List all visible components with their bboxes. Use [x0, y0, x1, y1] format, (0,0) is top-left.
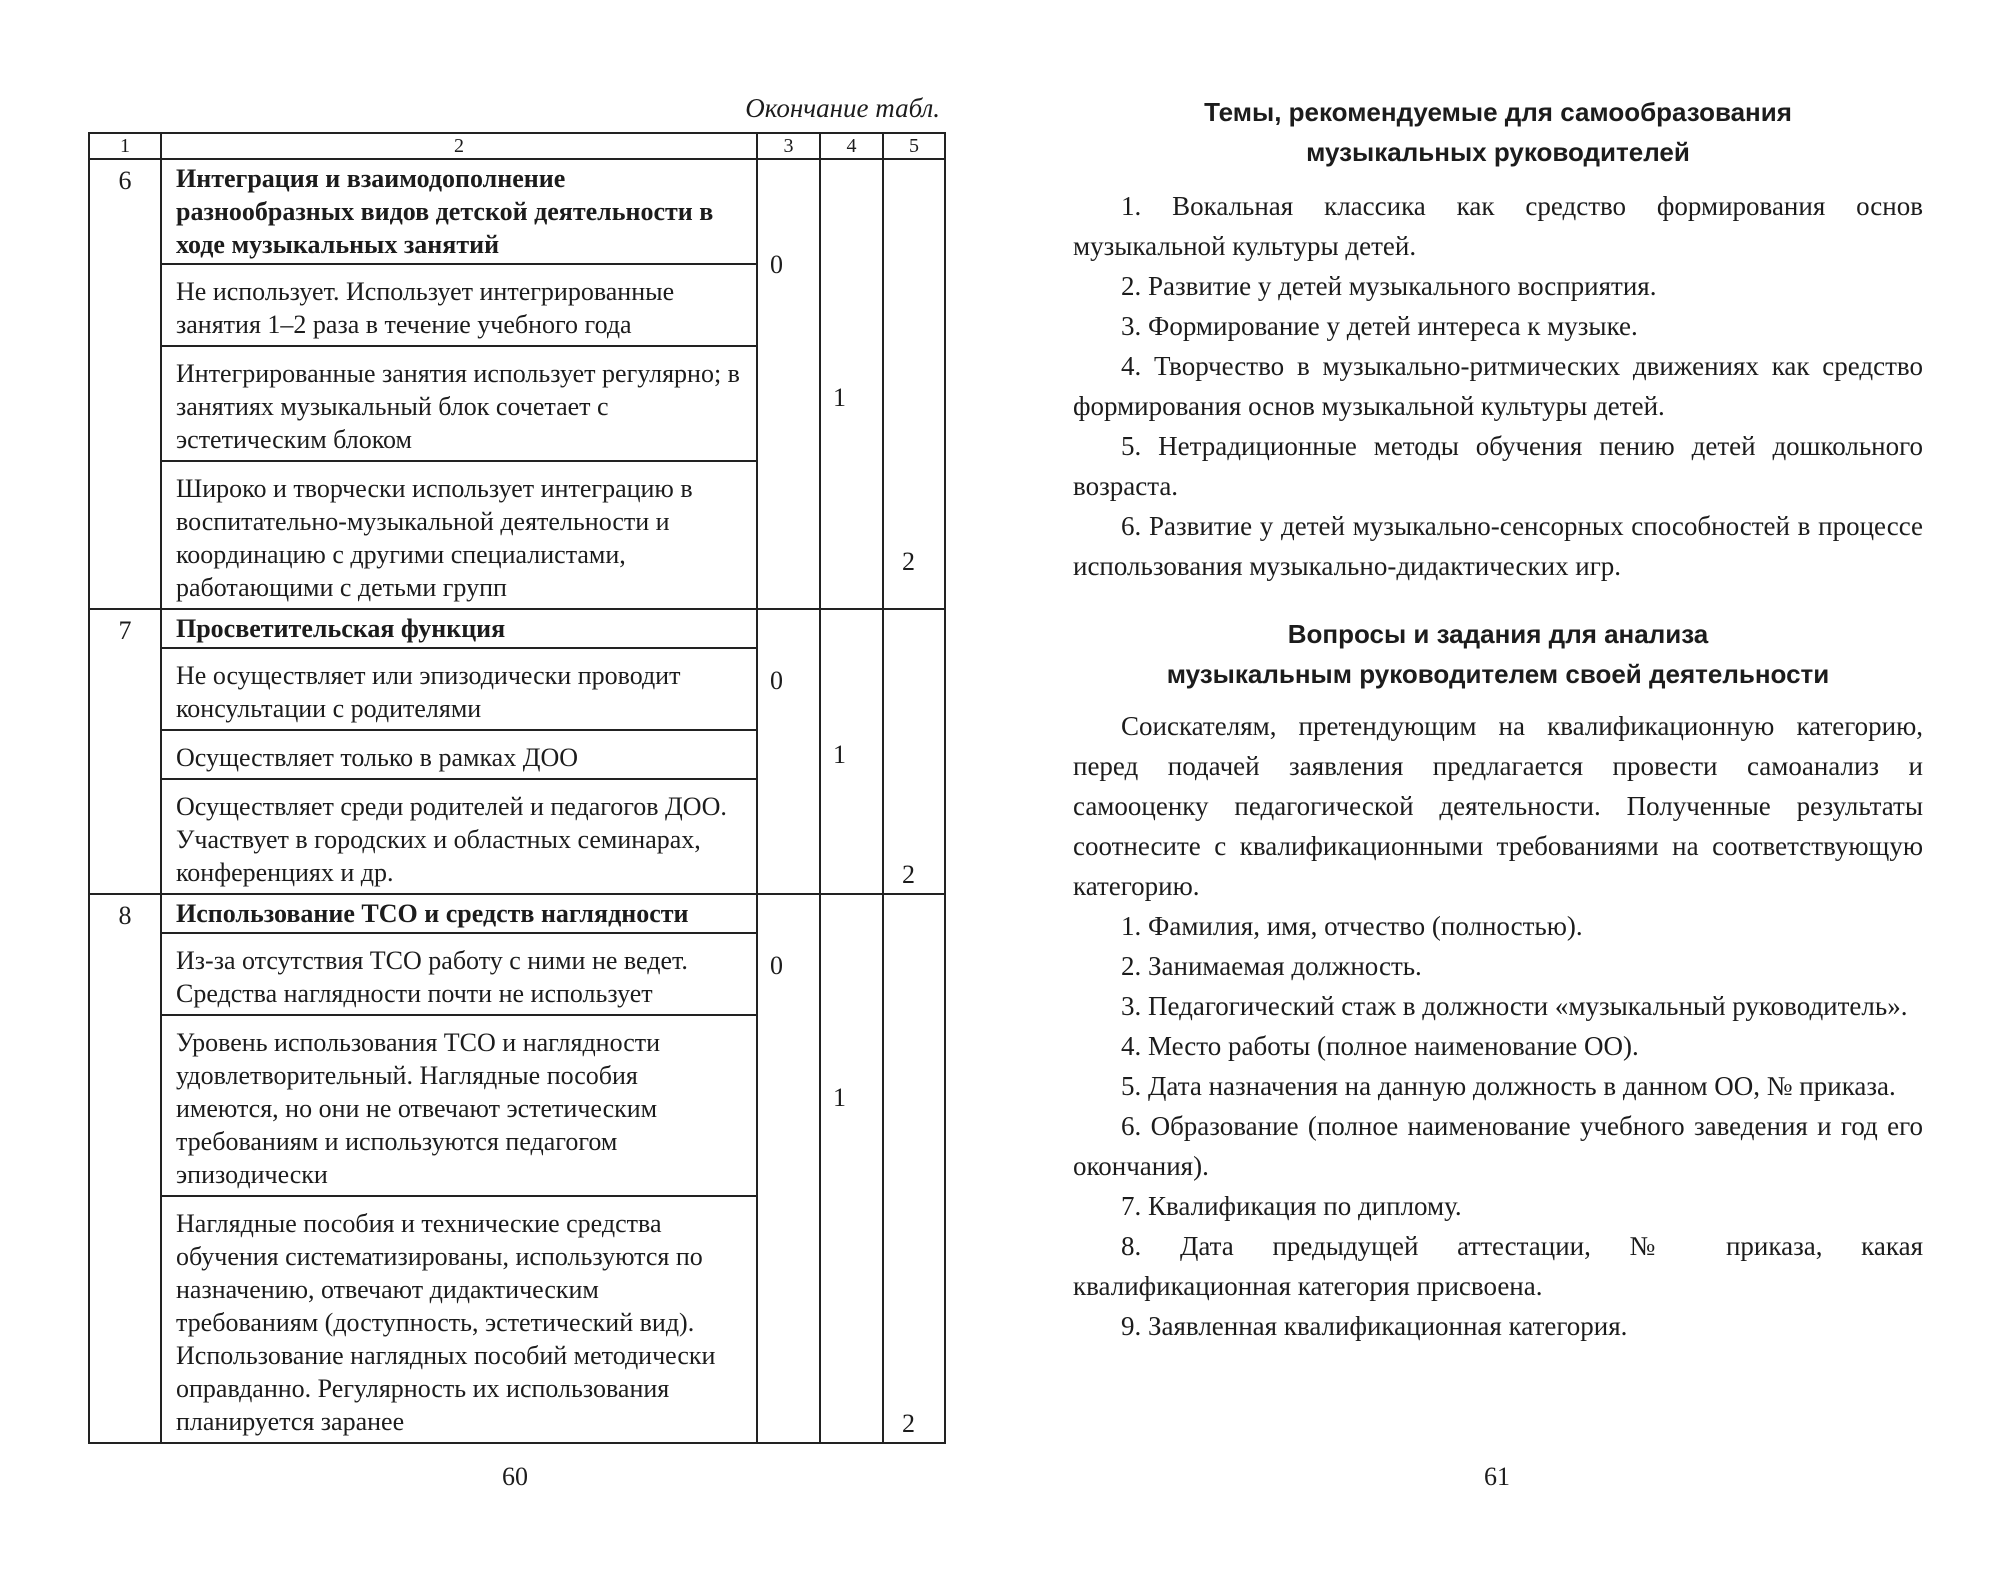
score-cell: 2 — [902, 547, 915, 576]
topic-item: 5. Нетрадиционные методы обучения пению детей дошкольного возраста. — [1073, 431, 1923, 501]
criterion-option: Уровень использования ТСО и наглядности удовлетворительный. Наглядные пособия имеются, но они не отвечают эстетическим требованиям и используются педагогом эпизодически — [161, 1015, 757, 1196]
criterion-option: Из-за отсутствия ТСО работу с ними не ведет. Средства наглядности почти не использует — [161, 933, 757, 1015]
column-header: 3 — [757, 133, 820, 159]
table-caption: Окончание табл. — [745, 93, 940, 123]
section-heading: Вопросы и задания для анализа — [1287, 619, 1709, 649]
question-item: 6. Образование (полное наименование учебного заведения и год его окончания). — [1073, 1111, 1923, 1181]
criterion-option: Широко и творчески использует интеграцию в воспитательно-музыкальной деятельности и координацию с другими специалистами, работающими с детьми групп — [161, 461, 757, 609]
question-item: 2. Занимаемая должность. — [1121, 951, 1422, 981]
question-item: 7. Квалификация по диплому. — [1121, 1191, 1462, 1221]
score-cell: 1 — [833, 740, 846, 769]
question-item: 5. Дата назначения на данную должность в данном ОО, № приказа. — [1121, 1071, 1896, 1101]
left-page — [88, 90, 948, 1444]
table-row — [89, 894, 945, 933]
section-heading: музыкальных руководителей — [1306, 137, 1690, 167]
table-header-row — [89, 133, 945, 159]
topic-item: 4. Творчество в музыкально-ритмических движениях как средство формирования основ музыкальной культуры детей. — [1073, 351, 1923, 421]
criterion-option: Не осуществляет или эпизодически проводит консультации с родителями — [161, 648, 757, 730]
criterion-option: Интегрированные занятия использует регулярно; в занятиях музыкальный блок сочетает с эстетическим блоком — [161, 346, 757, 461]
page-number-right: 61 — [1484, 1462, 1510, 1491]
column-header: 5 — [883, 133, 945, 159]
topic-item: 1. Вокальная классика как средство формирования основ музыкальной культуры детей. — [1073, 191, 1923, 261]
section-heading: Темы, рекомендуемые для самообразования — [1204, 97, 1792, 127]
question-item: 8. Дата предыдущей аттестации, № приказа, какая квалификационная категория присвоена. — [1073, 1231, 1923, 1301]
score-cell: 1 — [833, 383, 846, 412]
criteria-table — [88, 132, 946, 1444]
column-header: 2 — [161, 133, 757, 159]
score-cell: 0 — [770, 250, 783, 279]
question-item: 4. Место работы (полное наименование ОО). — [1121, 1031, 1639, 1061]
score-cell: 2 — [902, 1409, 915, 1438]
question-item: 9. Заявленная квалификационная категория. — [1121, 1311, 1628, 1341]
score-cell: 0 — [770, 666, 783, 695]
row-number: 8 — [89, 894, 161, 1443]
criterion-option: Осуществляет только в рамках ДОО — [161, 730, 757, 779]
question-item: 1. Фамилия, имя, отчество (полностью). — [1121, 911, 1583, 941]
row-number: 6 — [89, 159, 161, 609]
section-heading: музыкальным руководителем своей деятельности — [1166, 659, 1830, 689]
criterion-option: Осуществляет среди родителей и педагогов ДОО. Участвует в городских и областных семинарах, конференциях и др. — [161, 779, 757, 894]
criterion-option: Не использует. Использует интегрированные занятия 1–2 раза в течение учебного года — [161, 264, 757, 346]
topic-item: 3. Формирование у детей интереса к музыке. — [1121, 311, 1638, 341]
criterion-title: Интеграция и взаимодополнение разнообразных видов детской деятельности в ходе музыкальных занятий — [161, 159, 757, 264]
row-number: 7 — [89, 609, 161, 894]
column-header: 1 — [89, 133, 161, 159]
criterion-title: Использование ТСО и средств наглядности — [161, 894, 757, 933]
topic-item: 6. Развитие у детей музыкально-сенсорных способностей в процессе использования музыкально-дидактических игр. — [1073, 511, 1923, 581]
intro-paragraph: Соискателям, претендующим на квалификационную категорию, перед подачей заявления предлагается провести самоанализ и самооценку педагогической деятельности. Полученные результаты соотнесите с квалификационными требованиями на соответствующую категорию. — [1073, 711, 1923, 901]
column-header: 4 — [820, 133, 883, 159]
topic-item: 2. Развитие у детей музыкального восприятия. — [1121, 271, 1657, 301]
score-cell: 1 — [833, 1083, 846, 1112]
right-page — [1073, 92, 1923, 1346]
table-row — [89, 609, 945, 648]
score-cell: 0 — [770, 951, 783, 980]
criterion-title: Просветительская функция — [161, 609, 757, 648]
criterion-option: Наглядные пособия и технические средства обучения систематизированы, используются по назначению, отвечают дидактическим требованиям (доступность, эстетический вид). Использование наглядных пособий методически оправданно. Регулярность их использования планируется заранее — [161, 1196, 757, 1443]
question-item: 3. Педагогический стаж в должности «музыкальный руководитель». — [1121, 991, 1908, 1021]
table-row — [89, 159, 945, 264]
score-cell: 2 — [902, 860, 915, 889]
page-number-left: 60 — [502, 1462, 528, 1491]
